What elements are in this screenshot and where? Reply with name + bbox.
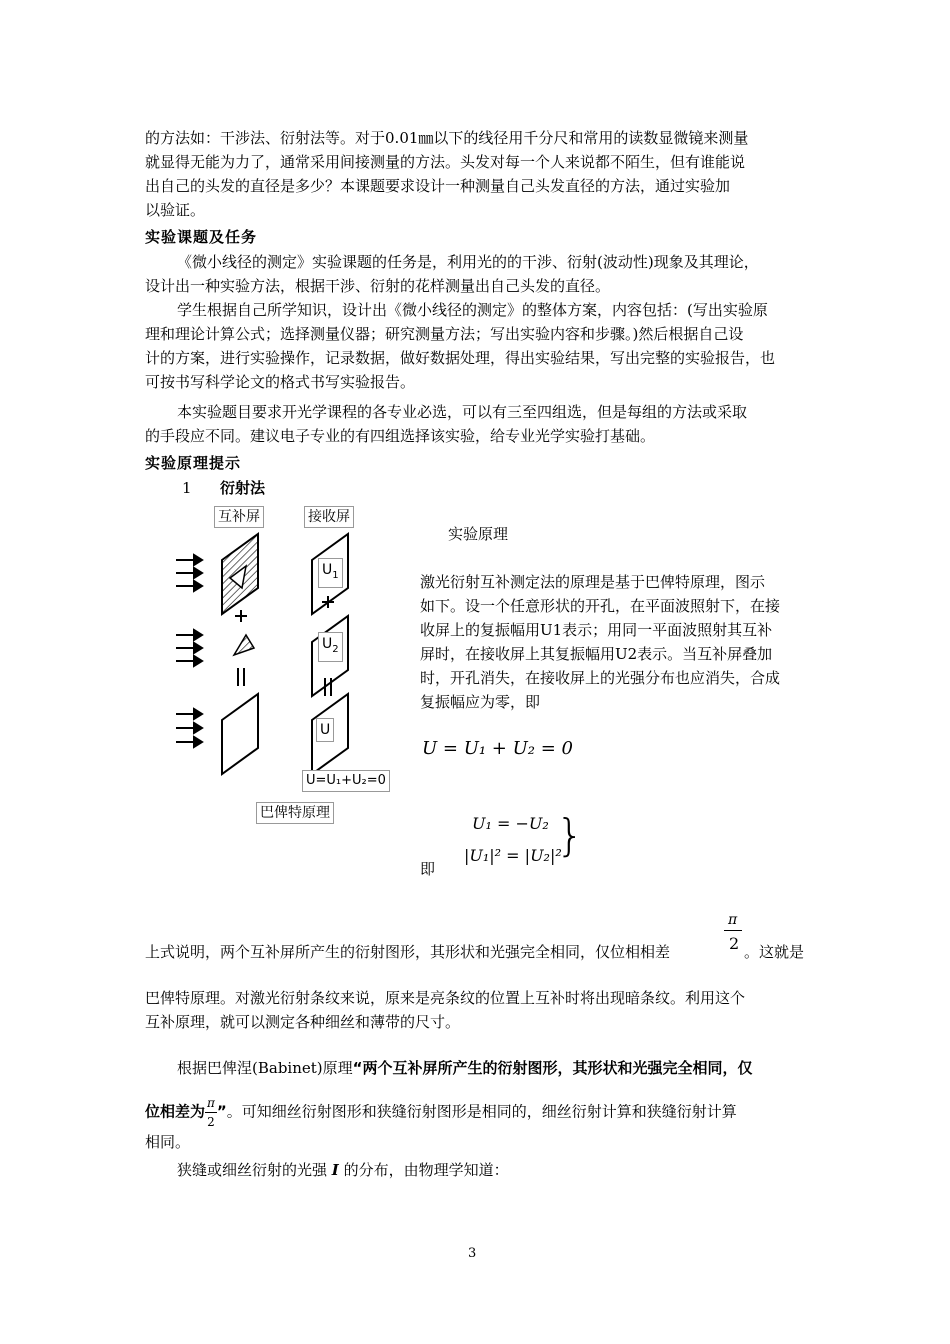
babinet-line-4: 狭缝或细丝衍射的光强 I 的分布，由物理学知道：	[177, 1161, 509, 1179]
page-number: 3	[468, 1246, 477, 1261]
label-sum-equation: U=U₁+U₂=0	[302, 770, 390, 792]
combined-screen	[222, 694, 258, 774]
equation-amplitude: U₁ = −U₂	[472, 814, 549, 833]
pi-numerator: π	[728, 912, 738, 928]
subsection-number: 1	[182, 479, 192, 497]
task-p2-line-1: 学生根据自己所学知识，设计出《微小线径的测定》的整体方案，内容包括：(写出实验原	[177, 301, 768, 319]
label-u1: $U_1$	[318, 558, 343, 588]
figure-caption: 巴俾特原理	[256, 802, 334, 824]
intro-line-4: 以验证。	[145, 201, 206, 219]
principle-line-6: 复振幅应为零，即	[420, 693, 541, 711]
equation-intensity: |U₁|² = |U₂|²	[464, 846, 562, 865]
babinet-line-1: 根据巴俾涅(Babinet)原理“两个互补屏所产生的衍射图形，其形状和光强完全相同，仅	[177, 1059, 753, 1077]
pi-denominator: 2	[729, 934, 740, 953]
babinet-diagram	[170, 530, 400, 800]
task-p1-line-1: 《微小线径的测定》实验课题的任务是，利用光的的干涉、衍射(波动性)现象及其理论，	[177, 253, 759, 271]
task-p3-line-1: 本实验题目要求开光学课程的各专业必选，可以有三至四组选，但是每组的方法或采取	[177, 403, 748, 421]
principle-heading: 实验原理	[448, 525, 509, 543]
label-receiver-screen: 接收屏	[304, 506, 354, 528]
principle-line-4: 屏时，在接收屏上其复振幅用U2表示。当互补屏叠加	[420, 645, 773, 663]
equation-superposition: U = U₁ + U₂ = 0	[422, 738, 573, 759]
brace-icon: }	[556, 810, 584, 861]
aperture-triangle	[234, 635, 254, 655]
section-title-tasks: 实验课题及任务	[145, 228, 258, 246]
task-p1-line-2: 设计出一种实验方法，根据干涉、衍射的花样测量出自己头发的直径。	[145, 277, 611, 295]
subsection-title: 衍射法	[220, 479, 266, 497]
intro-line-3: 出自己的头发的直径是多少？本课题要求设计一种测量自己头发直径的方法，通过实验加	[145, 177, 731, 195]
label-u: U	[316, 718, 334, 742]
task-p2-line-2: 理和理论计算公式；选择测量仪器；研究测量方法；写出实验内容和步骤。)然后根据自己设	[145, 325, 744, 343]
babinet-line-2: 位相差为 $\frac{\pi}{2}$ ”。可知细丝衍射图形和狭缝衍射图形是相同的，细丝衍射计算和狭缝衍射计算	[145, 1096, 737, 1129]
label-u2: $U_2$	[318, 632, 343, 662]
task-p2-line-4: 可按书写科学论文的格式书写实验报告。	[145, 373, 416, 391]
label-complement-screen: 互补屏	[214, 506, 264, 528]
fraction-bar	[724, 930, 742, 931]
principle-line-1: 激光衍射互补测定法的原理是基于巴俾特原理，图示	[420, 573, 766, 591]
after-line-3: 互补原理，就可以测定各种细丝和薄带的尺寸。	[145, 1013, 461, 1031]
arrows-row-2	[176, 630, 202, 666]
task-p3-line-2: 的手段应不同。建议电子专业的有四组选择该实验，给专业光学实验打基础。	[145, 427, 656, 445]
arrows-row-3	[176, 709, 202, 747]
task-p2-line-3: 计的方案，进行实验操作，记录数据，做好数据处理，得出实验结果，写出完整的实验报告，也	[145, 349, 776, 367]
arrows-row-1	[176, 555, 202, 591]
intro-line-1: 的方法如：干涉法、衍射法等。对于0.01㎜以下的线径用千分尺和常用的读数显微镜来测量	[145, 129, 749, 147]
babinet-line-3: 相同。	[145, 1133, 191, 1151]
principle-line-3: 收屏上的复振幅用U1表示；用同一平面波照射其互补	[420, 621, 773, 639]
intro-line-2: 就显得无能为力了，通常采用间接测量的方法。头发对每一个人来说都不陌生，但有谁能说	[145, 153, 746, 171]
after-line-1-end: 。这就是	[744, 943, 805, 961]
ji-label: 即	[420, 860, 436, 878]
after-line-2: 巴俾特原理。对激光衍射条纹来说，原来是亮条纹的位置上互补时将出现暗条纹。利用这个	[145, 989, 746, 1007]
after-line-1: 上式说明，两个互补屏所产生的衍射图形，其形状和光强完全相同，仅位相相差	[145, 943, 671, 961]
principle-line-5: 时，开孔消失，在接收屏上的光强分布也应消失，合成	[420, 669, 781, 687]
principle-line-2: 如下。设一个任意形状的开孔，在平面波照射下，在接	[420, 597, 781, 615]
section-title-principle: 实验原理提示	[145, 454, 242, 472]
